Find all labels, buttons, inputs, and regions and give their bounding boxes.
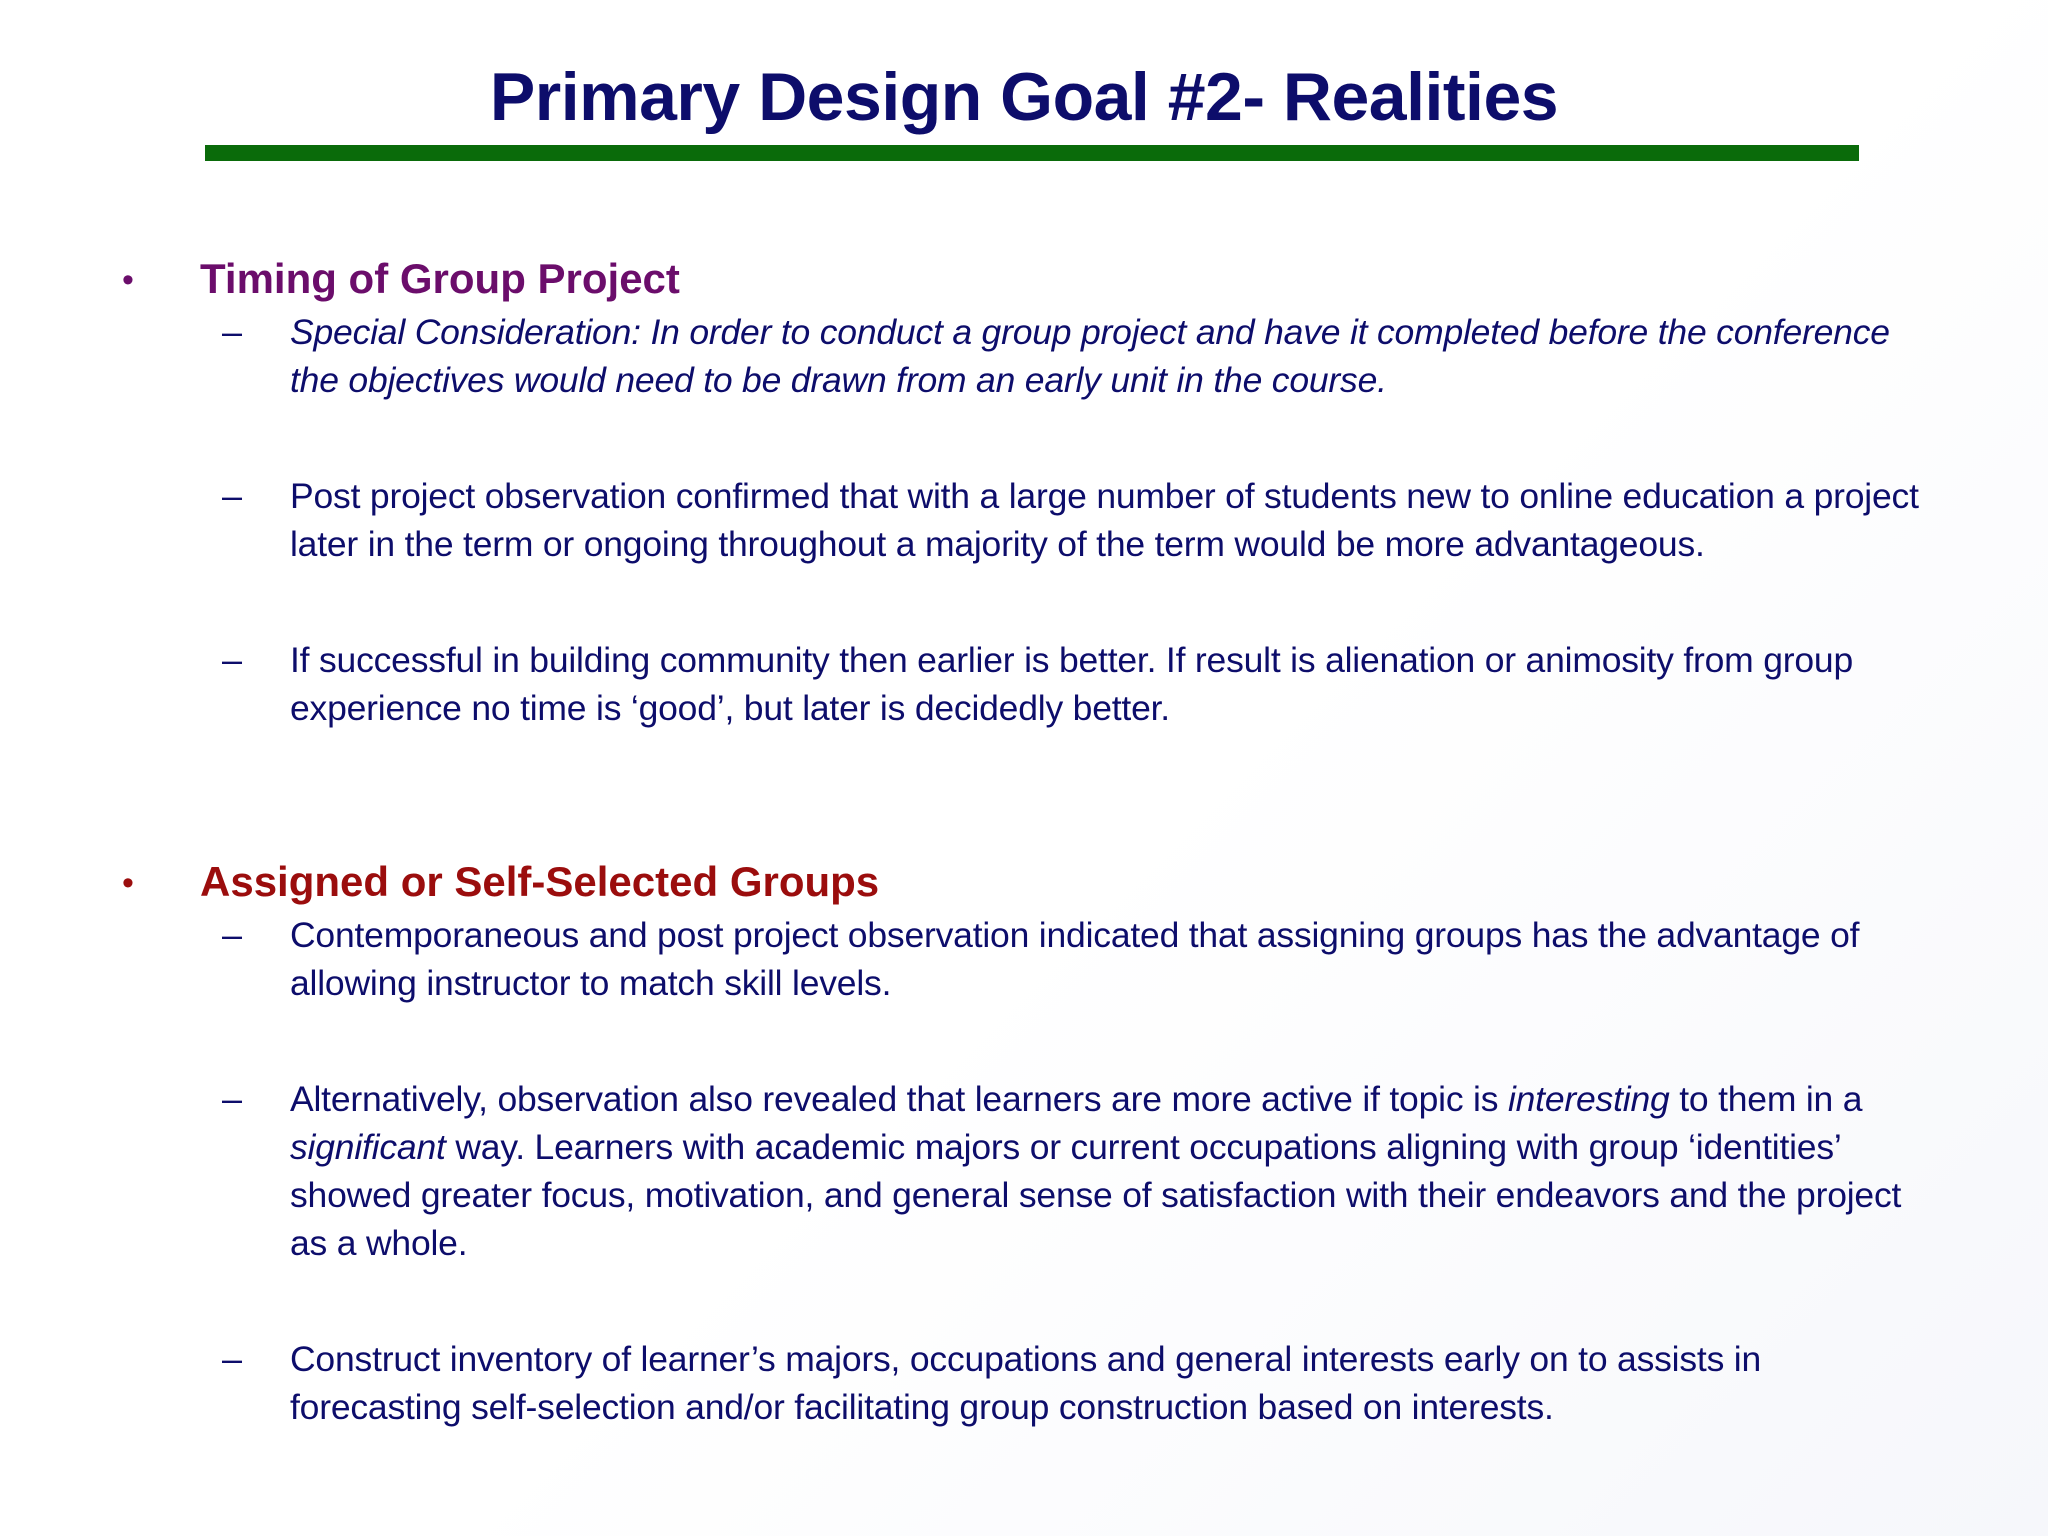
sub-item xyxy=(0,911,2048,1007)
sub-item-text: Post project observation confirmed that with a large number of students new to online education a project later in the term or ongoing throughout a majority of the term would be more advantageous. xyxy=(290,476,1919,564)
bullet-marker: • xyxy=(122,864,134,902)
bullet-heading-row xyxy=(0,855,2048,919)
dash-marker: – xyxy=(222,1078,243,1119)
dash-marker: – xyxy=(222,639,243,680)
bullet-heading-row xyxy=(0,252,2048,316)
sub-item-text: Construct inventory of learner’s majors, occupations and general interests early on to assists in forecasting self-selection and/or facilitating group construction based on interests. xyxy=(290,1339,1762,1427)
sub-item xyxy=(0,472,2048,568)
sub-item xyxy=(0,1335,2048,1431)
sub-item xyxy=(0,1075,2048,1267)
dash-marker: – xyxy=(222,475,243,516)
emphasis-interesting: interesting xyxy=(1507,1079,1670,1119)
sub-item-text xyxy=(290,1075,1930,1267)
sub-item xyxy=(0,636,2048,732)
sub-item-text: Contemporaneous and post project observation indicated that assigning groups has the advantage of allowing instructor to match skill levels. xyxy=(290,915,1860,1003)
sub-item-text: Special Consideration: In order to conduct a group project and have it completed before the conference the objectives would need to be drawn from an early unit in the course. xyxy=(290,312,1890,400)
text-run: to them in a xyxy=(1669,1079,1863,1119)
title-underline-rule xyxy=(205,145,1859,161)
emphasis-significant: significant xyxy=(290,1127,446,1167)
sub-item xyxy=(0,308,2048,404)
bullet-section-groups xyxy=(0,855,2048,1431)
sub-item-text: If successful in building community then earlier is better. If result is alienation or animosity from group experience no time is ‘good’, but later is decidedly better. xyxy=(290,640,1854,728)
bullet-section-timing xyxy=(0,252,2048,732)
dash-marker: – xyxy=(222,914,243,955)
dash-marker: – xyxy=(222,1338,243,1379)
bullet-heading: Timing of Group Project xyxy=(200,255,680,302)
bullet-heading: Assigned or Self-Selected Groups xyxy=(200,858,880,905)
dash-marker: – xyxy=(222,311,243,352)
text-run: Alternatively, observation also revealed that learners are more active if topic is xyxy=(290,1079,1508,1119)
bullet-marker: • xyxy=(122,261,134,299)
slide-title: Primary Design Goal #2- Realities xyxy=(489,59,1559,135)
text-run: way. Learners with academic majors or current occupations aligning with group ‘identities’ showed greater focus, motivation, and general sense of satisfaction with their endeavors and the project as a whole. xyxy=(290,1127,1902,1263)
